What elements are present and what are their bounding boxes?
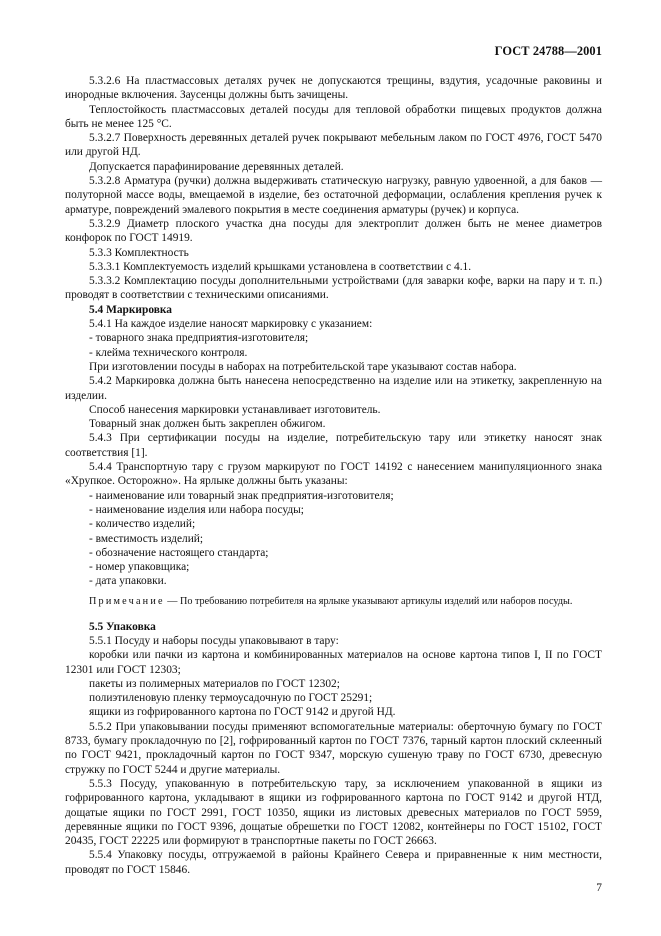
paragraph: 5.3.2.7 Поверхность деревянных деталей ручек покрывают мебельным лаком по ГОСТ 4976, ГОСТ 5470 или другой НД. [65,132,602,159]
paragraph: 5.3.3.1 Комплектуемость изделий крышками установлена в соответствии с 4.1. [89,260,472,273]
section-heading: 5.3.3 Комплектность [89,246,189,259]
list-item: - дата упаковки. [89,575,167,588]
list-item: - наименование изделия или набора посуды; [89,503,304,516]
paragraph: 5.4.2 Маркировка должна быть нанесена непосредственно на изделие или на этикетку, закрепленную на изделии. [65,375,602,402]
paragraph: полиэтиленовую пленку термоусадочную по ГОСТ 25291; [89,692,373,705]
note-text: — По требованию потребителя на ярлыке указывают артикулы изделий или наборов посуды. [164,595,573,607]
list-item: - обозначение настоящего стандарта; [89,546,269,559]
list-item: - количество изделий; [89,518,196,531]
paragraph: 5.3.3.2 Комплектацию посуды дополнительными устройствами (для заварки кофе, варки на пару и т. п.) проводят в соответствии с техническими описаниями. [65,275,602,302]
list-item: - номер упаковщика; [89,561,190,574]
paragraph: коробки или пачки из картона и комбинированных материалов на основе картона типов I, II по ГОСТ 12301 или ГОСТ 12303; [65,649,602,676]
list-item: - товарного знака предприятия-изготовителя; [89,332,309,345]
paragraph: 5.4.4 Транспортную тару с грузом маркируют по ГОСТ 14192 с нанесением манипуляционного знака «Хрупкое. Осторожно». На ярлыке должны быть указаны: [65,461,602,488]
list-item: - наименование или товарный знак предприятия-изготовителя; [89,489,394,502]
paragraph: 5.4.3 При сертификации посуды на изделие, потребительскую тару или этикетку наносят знак соответствия [1]. [65,432,602,459]
paragraph: 5.3.2.9 Диаметр плоского участка дна посуды для электроплит должен быть не менее диаметров конфорок по ГОСТ 14919. [65,217,602,245]
paragraph: 5.5.4 Упаковку посуды, отгружаемой в районы Крайнего Севера и приравненные к ним местности, проводят по ГОСТ 15846. [65,849,602,876]
document-body [65,74,602,877]
paragraph: 5.3.2.6 На пластмассовых деталях ручек не допускаются трещины, вздутия, усадочные раковины и инородные включения. Заусенцы должны быть зачищены. [65,75,602,102]
paragraph: 5.5.1 Посуду и наборы посуды упаковывают в тару: [89,634,339,647]
paragraph: Допускается парафинирование деревянных деталей. [89,160,344,173]
paragraph: 5.5.2 При упаковывании посуды применяют вспомогательные материалы: оберточную бумагу по ГОСТ 8733, бумагу прокладочную по [2], гофрированный картон по ГОСТ 7376, тарный картон плоский склеенный по ГОСТ 9421, прокладочный картон по ГОСТ 9347, морскую сушеную траву по ГОСТ 6730, древесную стружку по ГОСТ 5244 и другие материалы. [65,720,602,776]
paragraph: При изготовлении посуды в наборах на потребительской таре указывают состав набора. [89,360,517,373]
page-number: 7 [596,882,602,894]
paragraph: 5.4.1 На каждое изделие наносят маркировку с указанием: [89,318,373,331]
paragraph: 5.5.3 Посуду, упакованную в потребительскую тару, за исключением упакованной в ящики из гофрированного картона, укладывают в ящики из гофрированного картона по ГОСТ 9142 и другой НТД, дощатые ящики по ГОСТ 2991, ГОСТ 10350, ящики из листовых древесных материалов по ГОСТ 5959, деревянные ящики по ГОСТ 9396, дощатые обрешетки по ГОСТ 12082, контейнеры по ГОСТ 15102, ГОСТ 20435, ГОСТ 22225 или формируют в транспортные пакеты по ГОСТ 26663. [65,777,602,848]
paragraph: 5.3.2.8 Арматура (ручки) должна выдерживать статическую нагрузку, равную удвоенной, а для баков — полуторной массе воды, вмещаемой в изделие, без остаточной деформации, ослабления крепления ручек к арматуре, повреждений эмалевого покрытия в месте соединения арматуры (ручек) и корпуса. [65,175,602,216]
paragraph: Товарный знак должен быть закреплен обжигом. [89,418,326,431]
list-item: - вместимость изделий; [89,532,204,545]
paragraph: ящики из гофрированного картона по ГОСТ 9142 и другой НД. [89,706,396,719]
list-item: - клейма технического контроля. [89,346,248,359]
paragraph: Теплостойкость пластмассовых деталей посуды для тепловой обработки пищевых продуктов должна быть не менее 125 °С. [65,103,602,130]
note [65,595,602,608]
document-header: ГОСТ 24788—2001 [494,44,602,58]
spacer [65,608,602,620]
paragraph: Способ нанесения маркировки устанавливает изготовитель. [89,403,381,416]
section-heading: 5.4 Маркировка [89,303,172,316]
paragraph: пакеты из полимерных материалов по ГОСТ 12302; [89,677,340,690]
note-label: Примечание [89,595,165,607]
section-heading: 5.5 Упаковка [89,620,156,633]
